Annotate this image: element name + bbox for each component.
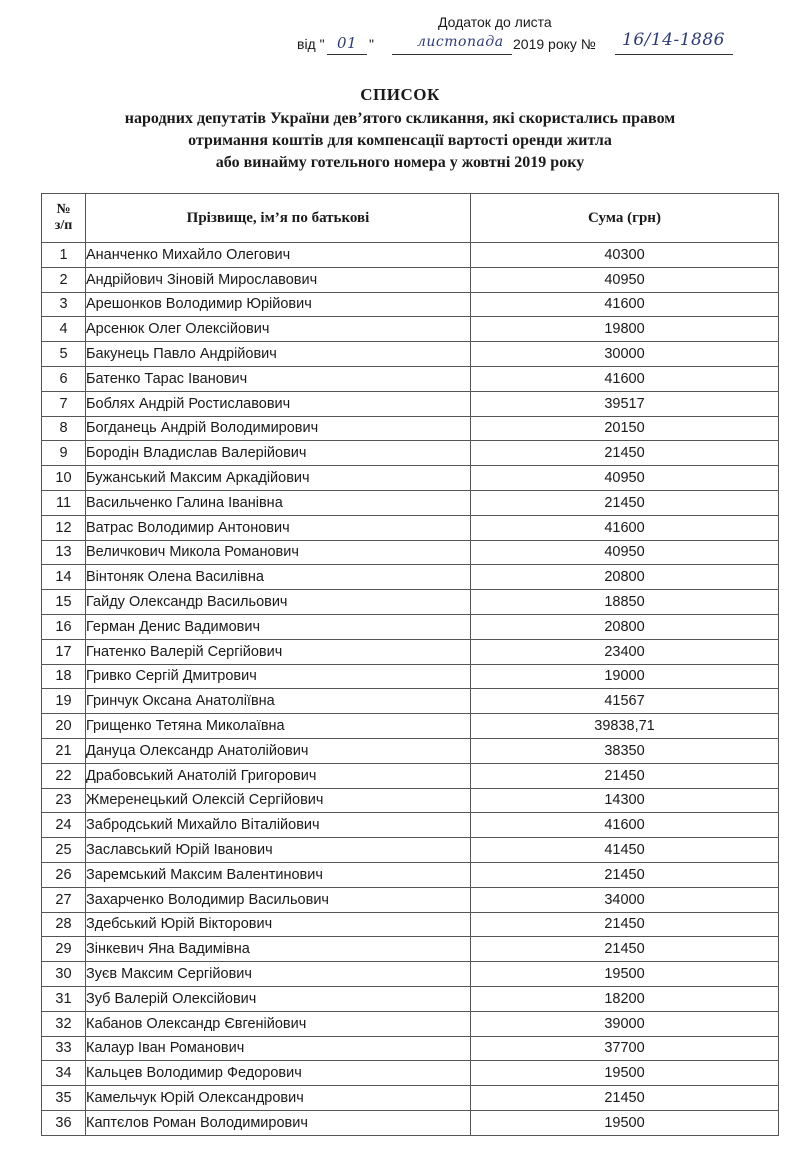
row-number: 19 (42, 689, 86, 714)
row-number: 18 (42, 664, 86, 689)
header-name: Прізвище, ім’я по батькові (86, 194, 471, 243)
deputies-table (41, 193, 779, 1136)
row-sum: 14300 (471, 788, 779, 813)
header-number-line1: № (56, 202, 71, 217)
row-number: 28 (42, 912, 86, 937)
annex-month: листопада (417, 34, 504, 50)
table-row (42, 515, 779, 540)
table-row (42, 342, 779, 367)
table-row (42, 590, 779, 615)
row-name: Зуєв Максим Сергійович (86, 962, 471, 987)
row-number: 20 (42, 714, 86, 739)
row-sum: 41600 (471, 515, 779, 540)
row-number: 5 (42, 342, 86, 367)
annex-year-text: 2019 року № (513, 36, 596, 52)
table-row (42, 317, 779, 342)
table-row (42, 689, 779, 714)
row-name: Арешонков Володимир Юрійович (86, 292, 471, 317)
table-row (42, 862, 779, 887)
subtitle-line-2: отримання коштів для компенсації вартості оренди житла (188, 132, 612, 149)
row-number: 7 (42, 391, 86, 416)
header-number (42, 194, 86, 243)
document-title: СПИСОК (360, 85, 440, 104)
annex-reference (297, 30, 767, 58)
table-row (42, 962, 779, 987)
table-row (42, 738, 779, 763)
subtitle-line-3: або винайму готельного номера у жовтні 2019 року (215, 154, 585, 171)
row-sum: 19000 (471, 664, 779, 689)
row-number: 24 (42, 813, 86, 838)
row-name: Жмеренецький Олексій Сергійович (86, 788, 471, 813)
table-row (42, 714, 779, 739)
table-row (42, 1036, 779, 1061)
table-row (42, 763, 779, 788)
table-row (42, 838, 779, 863)
row-name: Кабанов Олександр Євгенійович (86, 1011, 471, 1036)
row-number: 13 (42, 540, 86, 565)
row-name: Бакунець Павло Андрійович (86, 342, 471, 367)
row-name: Гнатенко Валерій Сергійович (86, 639, 471, 664)
row-number: 32 (42, 1011, 86, 1036)
table-row (42, 416, 779, 441)
row-sum: 18850 (471, 590, 779, 615)
table-row (42, 813, 779, 838)
row-name: Гринчук Оксана Анатоліївна (86, 689, 471, 714)
subtitle-line-1: народних депутатів України дев’ятого скликання, які скористались правом (124, 110, 676, 127)
day-underline (327, 54, 367, 55)
row-sum: 41600 (471, 292, 779, 317)
row-sum: 38350 (471, 738, 779, 763)
row-number: 26 (42, 862, 86, 887)
row-sum: 39517 (471, 391, 779, 416)
table-row (42, 614, 779, 639)
row-name: Забродський Михайло Віталійович (86, 813, 471, 838)
row-sum: 19500 (471, 962, 779, 987)
row-sum: 21450 (471, 490, 779, 515)
row-name: Богданець Андрій Володимирович (86, 416, 471, 441)
row-name: Зінкевич Яна Вадимівна (86, 937, 471, 962)
table-row (42, 887, 779, 912)
row-name: Заславський Юрій Іванович (86, 838, 471, 863)
row-name: Вінтоняк Олена Василівна (86, 565, 471, 590)
row-sum: 41567 (471, 689, 779, 714)
row-sum: 20800 (471, 614, 779, 639)
row-number: 10 (42, 466, 86, 491)
row-sum: 41600 (471, 813, 779, 838)
row-number: 9 (42, 441, 86, 466)
row-name: Андрійович Зіновій Мирославович (86, 267, 471, 292)
row-name: Здебський Юрій Вікторович (86, 912, 471, 937)
row-name: Заремський Максим Валентинович (86, 862, 471, 887)
table-row (42, 243, 779, 268)
table-header-row (42, 194, 779, 243)
table-row (42, 639, 779, 664)
row-sum: 39838,71 (471, 714, 779, 739)
row-number: 34 (42, 1061, 86, 1086)
row-sum: 21450 (471, 441, 779, 466)
row-name: Захарченко Володимир Васильович (86, 887, 471, 912)
month-underline (392, 54, 512, 55)
annex-day: 01 (337, 34, 358, 52)
row-name: Зуб Валерій Олексійович (86, 986, 471, 1011)
row-name: Бужанський Максим Аркадійович (86, 466, 471, 491)
row-number: 29 (42, 937, 86, 962)
row-name: Камельчук Юрій Олександрович (86, 1086, 471, 1111)
row-number: 6 (42, 366, 86, 391)
row-name: Драбовський Анатолій Григорович (86, 763, 471, 788)
row-sum: 20150 (471, 416, 779, 441)
table-row (42, 490, 779, 515)
row-sum: 34000 (471, 887, 779, 912)
annex-title: Додаток до листа (438, 14, 552, 30)
table-row (42, 986, 779, 1011)
row-number: 3 (42, 292, 86, 317)
row-name: Каптєлов Роман Володимирович (86, 1110, 471, 1135)
row-name: Боблях Андрій Ростиславович (86, 391, 471, 416)
row-number: 36 (42, 1110, 86, 1135)
table-row (42, 1110, 779, 1135)
row-number: 1 (42, 243, 86, 268)
row-number: 16 (42, 614, 86, 639)
row-sum: 41600 (471, 366, 779, 391)
table-row (42, 912, 779, 937)
row-name: Дануца Олександр Анатолійович (86, 738, 471, 763)
row-name: Величкович Микола Романович (86, 540, 471, 565)
row-name: Герман Денис Вадимович (86, 614, 471, 639)
row-name: Кальцев Володимир Федорович (86, 1061, 471, 1086)
row-number: 25 (42, 838, 86, 863)
header-number-line2: з/п (54, 218, 73, 233)
document-subtitle (40, 108, 760, 174)
header-sum: Сума (грн) (471, 194, 779, 243)
row-number: 21 (42, 738, 86, 763)
row-sum: 19800 (471, 317, 779, 342)
row-sum: 40300 (471, 243, 779, 268)
annex-quote-close: " (369, 36, 374, 52)
table-row (42, 366, 779, 391)
row-sum: 40950 (471, 267, 779, 292)
table-row (42, 292, 779, 317)
row-number: 12 (42, 515, 86, 540)
row-sum: 40950 (471, 540, 779, 565)
row-number: 2 (42, 267, 86, 292)
row-number: 22 (42, 763, 86, 788)
row-sum: 40950 (471, 466, 779, 491)
row-number: 11 (42, 490, 86, 515)
row-name: Грищенко Тетяна Миколаївна (86, 714, 471, 739)
row-number: 14 (42, 565, 86, 590)
row-number: 15 (42, 590, 86, 615)
row-number: 4 (42, 317, 86, 342)
table-row (42, 441, 779, 466)
row-number: 33 (42, 1036, 86, 1061)
row-sum: 41450 (471, 838, 779, 863)
row-sum: 23400 (471, 639, 779, 664)
table-row (42, 1061, 779, 1086)
annex-from-prefix: від " (297, 36, 325, 52)
row-sum: 30000 (471, 342, 779, 367)
row-number: 17 (42, 639, 86, 664)
table-row (42, 788, 779, 813)
row-sum: 21450 (471, 763, 779, 788)
row-sum: 21450 (471, 912, 779, 937)
row-name: Васильченко Галина Іванівна (86, 490, 471, 515)
table-row (42, 664, 779, 689)
row-name: Бородін Владислав Валерійович (86, 441, 471, 466)
table-row (42, 937, 779, 962)
row-name: Ананченко Михайло Олегович (86, 243, 471, 268)
annex-number: 16/14-1886 (622, 30, 725, 50)
table-row (42, 391, 779, 416)
table-row (42, 267, 779, 292)
row-sum: 19500 (471, 1061, 779, 1086)
row-sum: 19500 (471, 1110, 779, 1135)
table-row (42, 1011, 779, 1036)
table-row (42, 466, 779, 491)
row-number: 31 (42, 986, 86, 1011)
row-sum: 39000 (471, 1011, 779, 1036)
row-name: Гайду Олександр Васильович (86, 590, 471, 615)
table-row (42, 540, 779, 565)
number-underline (615, 54, 733, 55)
row-number: 23 (42, 788, 86, 813)
row-number: 8 (42, 416, 86, 441)
row-name: Батенко Тарас Іванович (86, 366, 471, 391)
row-name: Арсенюк Олег Олексійович (86, 317, 471, 342)
row-sum: 20800 (471, 565, 779, 590)
row-name: Калаур Іван Романович (86, 1036, 471, 1061)
row-sum: 21450 (471, 937, 779, 962)
row-sum: 21450 (471, 1086, 779, 1111)
row-name: Гривко Сергій Дмитрович (86, 664, 471, 689)
row-number: 35 (42, 1086, 86, 1111)
row-number: 30 (42, 962, 86, 987)
table-body (42, 243, 779, 1136)
table-row (42, 565, 779, 590)
row-sum: 37700 (471, 1036, 779, 1061)
row-sum: 21450 (471, 862, 779, 887)
row-name: Ватрас Володимир Антонович (86, 515, 471, 540)
table-row (42, 1086, 779, 1111)
row-sum: 18200 (471, 986, 779, 1011)
row-number: 27 (42, 887, 86, 912)
